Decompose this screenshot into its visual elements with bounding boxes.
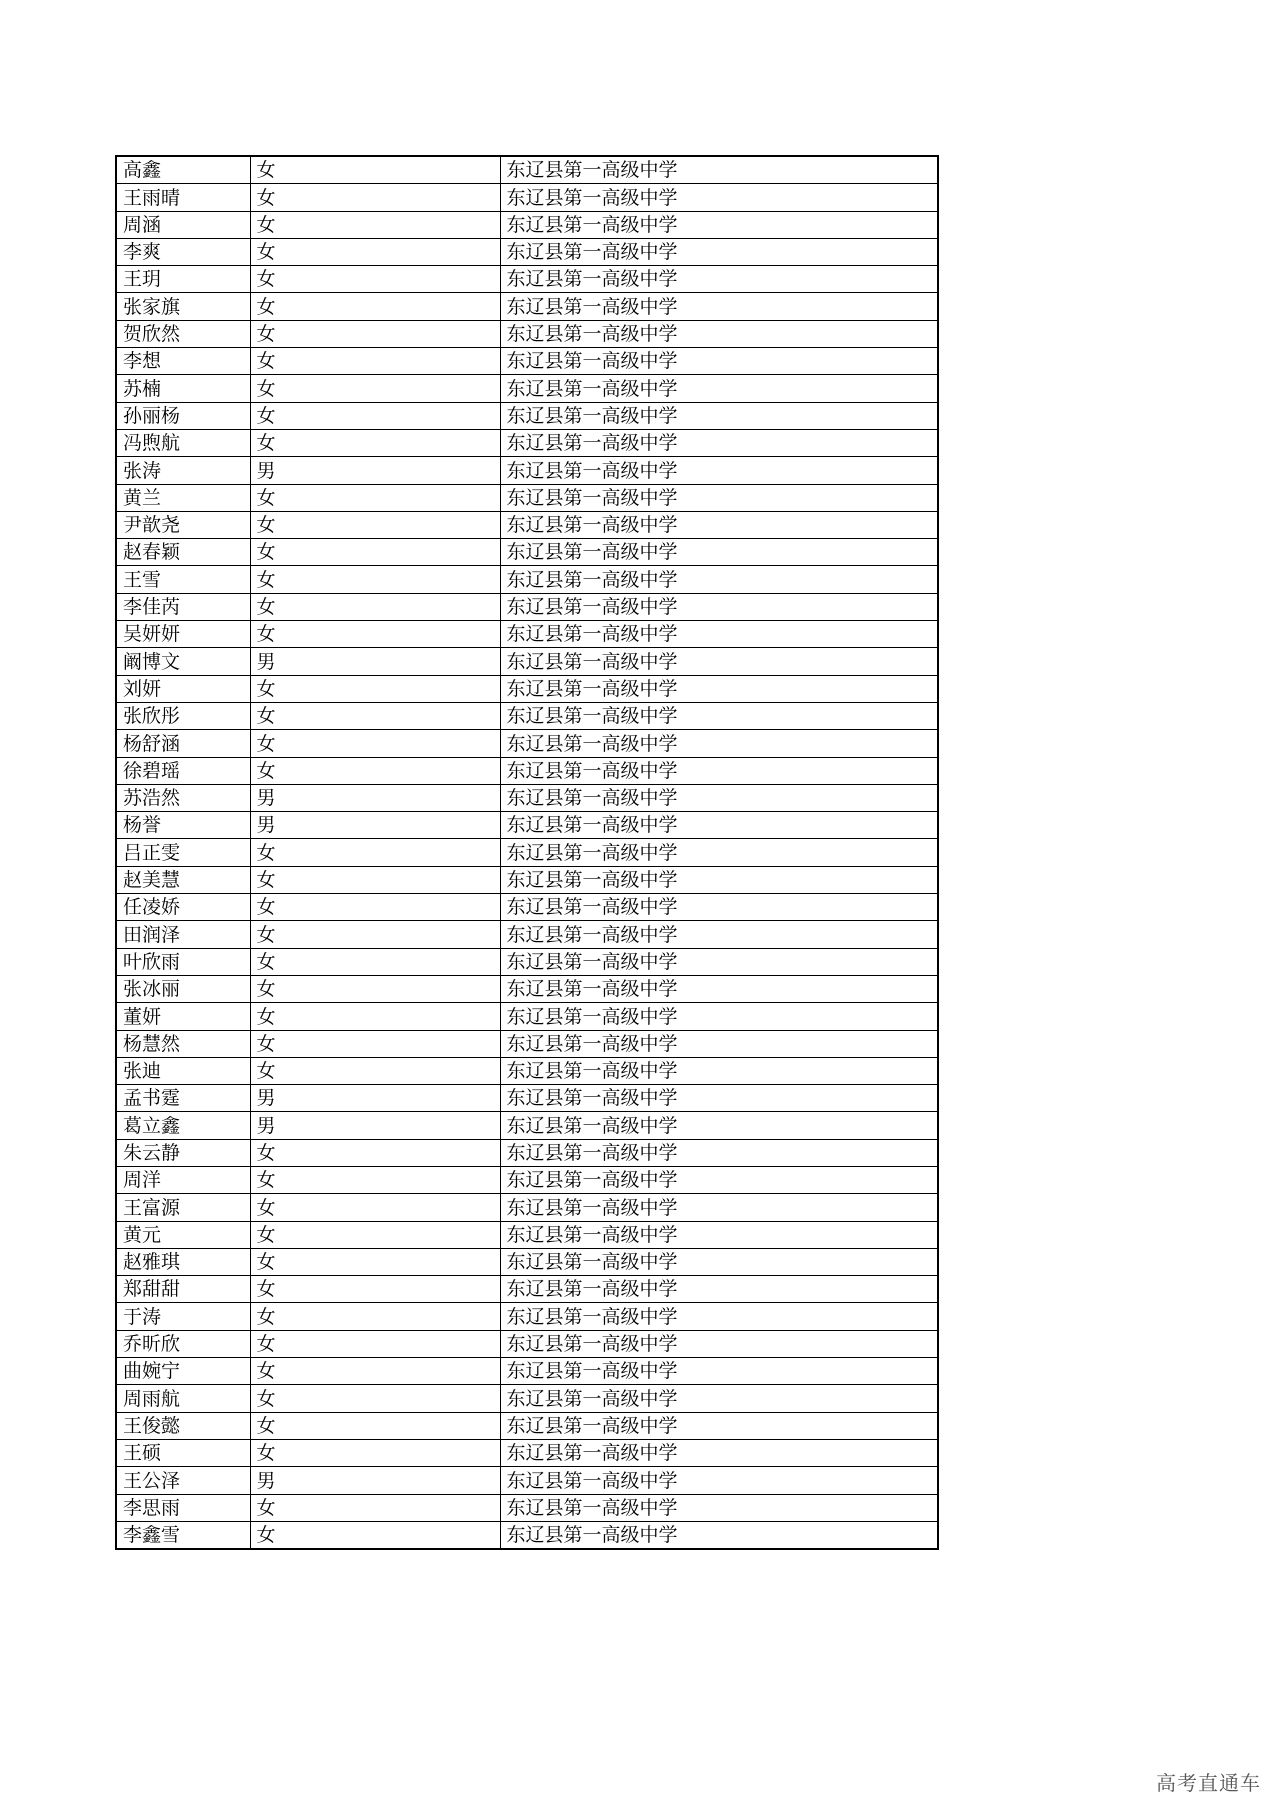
table-row [116,375,938,402]
table-row [116,184,938,211]
student-name-cell: 王硕 [116,1439,250,1466]
school-cell: 东辽县第一高级中学 [500,156,938,184]
school-cell: 东辽县第一高级中学 [500,429,938,456]
gender-cell: 女 [250,1439,500,1466]
gender-cell: 女 [250,621,500,648]
table-row [116,1030,938,1057]
gender-cell: 男 [250,784,500,811]
table-row [116,1494,938,1521]
student-name-cell: 黄兰 [116,484,250,511]
school-cell: 东辽县第一高级中学 [500,866,938,893]
student-name-cell: 尹歆尧 [116,511,250,538]
school-cell: 东辽县第一高级中学 [500,1166,938,1193]
student-name-cell: 孙丽杨 [116,402,250,429]
table-row [116,566,938,593]
student-name-cell: 赵春颖 [116,539,250,566]
table-row [116,757,938,784]
school-cell: 东辽县第一高级中学 [500,1030,938,1057]
gender-cell: 女 [250,1166,500,1193]
school-cell: 东辽县第一高级中学 [500,1494,938,1521]
table-row [116,457,938,484]
school-cell: 东辽县第一高级中学 [500,1112,938,1139]
student-name-cell: 于涛 [116,1303,250,1330]
student-name-cell: 杨誉 [116,812,250,839]
student-name-cell: 朱云静 [116,1139,250,1166]
gender-cell: 女 [250,320,500,347]
school-cell: 东辽县第一高级中学 [500,1330,938,1357]
student-name-cell: 张家旗 [116,293,250,320]
table-row [116,1166,938,1193]
gender-cell: 女 [250,702,500,729]
school-cell: 东辽县第一高级中学 [500,457,938,484]
student-name-cell: 王玥 [116,266,250,293]
table-row [116,1439,938,1466]
student-name-cell: 李爽 [116,238,250,265]
student-name-cell: 李鑫雪 [116,1521,250,1549]
school-cell: 东辽县第一高级中学 [500,1057,938,1084]
table-row [116,593,938,620]
student-name-cell: 曲婉宁 [116,1358,250,1385]
school-cell: 东辽县第一高级中学 [500,1221,938,1248]
gender-cell: 女 [250,1003,500,1030]
student-name-cell: 周雨航 [116,1385,250,1412]
table-row [116,348,938,375]
gender-cell: 男 [250,457,500,484]
table-row [116,1112,938,1139]
student-name-cell: 赵美慧 [116,866,250,893]
gender-cell: 女 [250,348,500,375]
school-cell: 东辽县第一高级中学 [500,484,938,511]
school-cell: 东辽县第一高级中学 [500,266,938,293]
gender-cell: 男 [250,1085,500,1112]
school-cell: 东辽县第一高级中学 [500,1467,938,1494]
student-name-cell: 周涵 [116,211,250,238]
table-row [116,429,938,456]
student-name-cell: 刘妍 [116,675,250,702]
table-row [116,784,938,811]
student-name-cell: 郑甜甜 [116,1276,250,1303]
school-cell: 东辽县第一高级中学 [500,648,938,675]
school-cell: 东辽县第一高级中学 [500,593,938,620]
school-cell: 东辽县第一高级中学 [500,1085,938,1112]
student-name-cell: 吴妍妍 [116,621,250,648]
student-name-cell: 王雪 [116,566,250,593]
gender-cell: 女 [250,1194,500,1221]
student-name-cell: 任凌娇 [116,894,250,921]
gender-cell: 男 [250,812,500,839]
table-row [116,812,938,839]
student-name-cell: 周洋 [116,1166,250,1193]
table-row [116,702,938,729]
table-row [116,211,938,238]
school-cell: 东辽县第一高级中学 [500,1139,938,1166]
school-cell: 东辽县第一高级中学 [500,1194,938,1221]
table-row [116,621,938,648]
student-name-cell: 黄元 [116,1221,250,1248]
school-cell: 东辽县第一高级中学 [500,1248,938,1275]
gender-cell: 女 [250,757,500,784]
student-name-cell: 杨慧然 [116,1030,250,1057]
table-row [116,1085,938,1112]
student-name-cell: 徐碧瑶 [116,757,250,784]
table-row [116,1358,938,1385]
school-cell: 东辽县第一高级中学 [500,948,938,975]
table-row [116,266,938,293]
student-name-cell: 苏楠 [116,375,250,402]
gender-cell: 女 [250,866,500,893]
school-cell: 东辽县第一高级中学 [500,1385,938,1412]
school-cell: 东辽县第一高级中学 [500,894,938,921]
student-name-cell: 王雨晴 [116,184,250,211]
school-cell: 东辽县第一高级中学 [500,375,938,402]
student-name-cell: 王俊懿 [116,1412,250,1439]
gender-cell: 女 [250,1521,500,1549]
gender-cell: 女 [250,1494,500,1521]
gender-cell: 女 [250,566,500,593]
table-row [116,675,938,702]
student-name-cell: 董妍 [116,1003,250,1030]
gender-cell: 女 [250,1057,500,1084]
table-row [116,1276,938,1303]
student-name-cell: 高鑫 [116,156,250,184]
table-row [116,484,938,511]
table-row [116,1385,938,1412]
school-cell: 东辽县第一高级中学 [500,511,938,538]
gender-cell: 女 [250,429,500,456]
gender-cell: 女 [250,1303,500,1330]
gender-cell: 女 [250,1385,500,1412]
school-cell: 东辽县第一高级中学 [500,238,938,265]
gender-cell: 女 [250,238,500,265]
student-name-cell: 张涛 [116,457,250,484]
table-row [116,894,938,921]
gender-cell: 女 [250,1248,500,1275]
gender-cell: 男 [250,1467,500,1494]
table-row [116,1330,938,1357]
table-row [116,866,938,893]
gender-cell: 女 [250,894,500,921]
school-cell: 东辽县第一高级中学 [500,702,938,729]
student-name-cell: 冯煦航 [116,429,250,456]
table-row [116,1194,938,1221]
student-name-cell: 王公泽 [116,1467,250,1494]
student-name-cell: 阚博文 [116,648,250,675]
gender-cell: 女 [250,1412,500,1439]
student-name-cell: 葛立鑫 [116,1112,250,1139]
gender-cell: 女 [250,1030,500,1057]
student-name-cell: 苏浩然 [116,784,250,811]
student-name-cell: 李想 [116,348,250,375]
student-name-cell: 田润泽 [116,921,250,948]
table-row [116,1303,938,1330]
student-name-cell: 叶欣雨 [116,948,250,975]
gender-cell: 女 [250,511,500,538]
student-name-cell: 王富源 [116,1194,250,1221]
gender-cell: 女 [250,1358,500,1385]
student-name-cell: 张迪 [116,1057,250,1084]
student-name-cell: 吕正雯 [116,839,250,866]
school-cell: 东辽县第一高级中学 [500,211,938,238]
student-name-cell: 张欣彤 [116,702,250,729]
student-roster-table [115,155,939,1550]
gender-cell: 女 [250,921,500,948]
school-cell: 东辽县第一高级中学 [500,730,938,757]
school-cell: 东辽县第一高级中学 [500,348,938,375]
student-name-cell: 李思雨 [116,1494,250,1521]
gender-cell: 女 [250,1276,500,1303]
school-cell: 东辽县第一高级中学 [500,1276,938,1303]
school-cell: 东辽县第一高级中学 [500,1358,938,1385]
school-cell: 东辽县第一高级中学 [500,1003,938,1030]
school-cell: 东辽县第一高级中学 [500,566,938,593]
gender-cell: 女 [250,1221,500,1248]
table-row [116,921,938,948]
table-row [116,1521,938,1549]
table-row [116,1248,938,1275]
school-cell: 东辽县第一高级中学 [500,293,938,320]
table-row [116,156,938,184]
school-cell: 东辽县第一高级中学 [500,402,938,429]
school-cell: 东辽县第一高级中学 [500,184,938,211]
gender-cell: 女 [250,1330,500,1357]
table-row [116,238,938,265]
gender-cell: 女 [250,839,500,866]
student-name-cell: 张冰丽 [116,975,250,1002]
school-cell: 东辽县第一高级中学 [500,675,938,702]
table-row [116,648,938,675]
student-name-cell: 赵雅琪 [116,1248,250,1275]
table-row [116,1412,938,1439]
table-row [116,1221,938,1248]
gender-cell: 女 [250,730,500,757]
school-cell: 东辽县第一高级中学 [500,839,938,866]
gender-cell: 女 [250,375,500,402]
table-row [116,1003,938,1030]
gender-cell: 男 [250,648,500,675]
student-name-cell: 孟书霆 [116,1085,250,1112]
student-name-cell: 杨舒涵 [116,730,250,757]
student-name-cell: 李佳芮 [116,593,250,620]
table-row [116,293,938,320]
gender-cell: 女 [250,1139,500,1166]
school-cell: 东辽县第一高级中学 [500,1412,938,1439]
school-cell: 东辽县第一高级中学 [500,1521,938,1549]
gender-cell: 男 [250,1112,500,1139]
table-row [116,975,938,1002]
school-cell: 东辽县第一高级中学 [500,1439,938,1466]
table-row [116,948,938,975]
school-cell: 东辽县第一高级中学 [500,784,938,811]
gender-cell: 女 [250,539,500,566]
school-cell: 东辽县第一高级中学 [500,1303,938,1330]
school-cell: 东辽县第一高级中学 [500,757,938,784]
gender-cell: 女 [250,593,500,620]
student-name-cell: 乔昕欣 [116,1330,250,1357]
gender-cell: 女 [250,975,500,1002]
gender-cell: 女 [250,293,500,320]
school-cell: 东辽县第一高级中学 [500,921,938,948]
gender-cell: 女 [250,402,500,429]
table-row [116,1057,938,1084]
gender-cell: 女 [250,266,500,293]
table-row [116,539,938,566]
school-cell: 东辽县第一高级中学 [500,320,938,347]
table-row [116,730,938,757]
school-cell: 东辽县第一高级中学 [500,812,938,839]
gender-cell: 女 [250,484,500,511]
table-row [116,511,938,538]
school-cell: 东辽县第一高级中学 [500,975,938,1002]
gender-cell: 女 [250,948,500,975]
gender-cell: 女 [250,211,500,238]
table-row [116,320,938,347]
table-row [116,839,938,866]
gender-cell: 女 [250,675,500,702]
student-name-cell: 贺欣然 [116,320,250,347]
gender-cell: 女 [250,184,500,211]
school-cell: 东辽县第一高级中学 [500,621,938,648]
table-row [116,1467,938,1494]
watermark-text: 高考直通车 [1156,1771,1261,1795]
gender-cell: 女 [250,156,500,184]
table-row [116,1139,938,1166]
school-cell: 东辽县第一高级中学 [500,539,938,566]
table-row [116,402,938,429]
roster-table-body [116,156,938,1549]
